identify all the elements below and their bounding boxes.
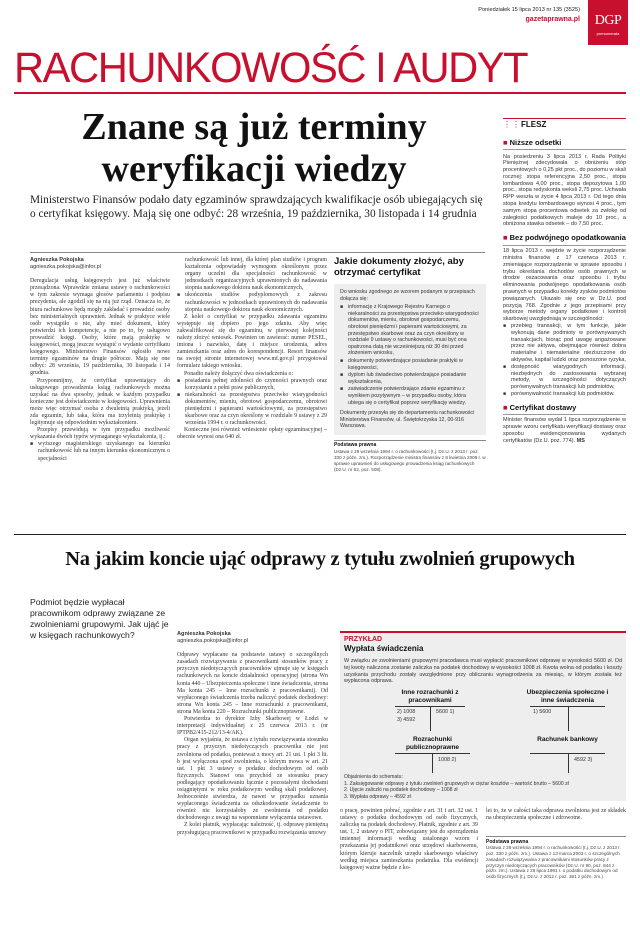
divider [503,149,626,150]
logo-text: DGP [594,13,622,28]
square-icon: ■ [503,138,508,147]
example-rule [340,631,626,633]
paragraph: Przepisy przewidują w tym przypadku możliwość wykazania dwóch typów wymaganego wykształcenia, tj.: [30,427,170,441]
article2-col2 [340,808,478,872]
divider [334,440,486,441]
article-separator [14,534,626,535]
sidebox-list [340,304,480,406]
t-account-line [568,753,569,773]
account-label: Ubezpieczenia społeczne i inne świadczenia [526,689,609,704]
t-account-line [432,753,433,773]
documents-sidebox [334,257,486,472]
section-title: RACHUNKOWOŚĆ I AUDYT [14,44,528,92]
flesz-heading-3: ■ Certyfikat dostawy [503,402,577,412]
paragraph: Odprawy wypłacane na podstawie ustawy o szczególnych zasadach rozwiązywania z pracownikami stosunków pracy z przyczyn niedotyczących pracowników ujmuje się w księgach rachunkowych na koncie działalności operacyjnej (strona Wn konta 440 – Ubezpieczenia społeczne i inne świadczenia, strona Ma konta 245 – Inne rozrachunki z pracownikami). Od wypłaconego świadczenia trzeba naliczyć podatek dochodowy: strona Wn konta 245 – Inne rozrachunki z pracownikami, strona Ma konta 220 – Rozrachunki publicznoprawne. [177,652,328,715]
article2-email[interactable]: agnieszka.pokojska@infor.pl [177,638,248,645]
flesz-bullet: ■ porównywalność transakcji lub podmiotów. [503,391,626,398]
paragraph: lei to, że w całości taka odprawa zwolniona jest ze składek na ubezpieczenia społeczne i zdrowotne. [486,808,626,822]
legal-title: Podstawa prawna [486,838,529,845]
paragraph: Z kolei płatnik, wypłacając należność, tj. odprawę pieniężną przysługującą pracownikowi w przypadku rozwiązania umowy [177,822,328,836]
sidebox-item: ■ dyplom lub świadectwo potwierdzające posiadanie wykształcenia, [340,372,480,385]
article2-lead: Podmiot będzie wypłacał pracownikom odprawy związane ze zwolnieniami grupowymi. Jak ująć je w księgach rachunkowych? [30,597,169,640]
t-entries: 2) 1008 3) 4592 [397,709,416,723]
legal-text: Ustawa z 29 września 1994 r. o rachunkowości (t.j. Dz.U. z 2013 r. poz. 330 z późn. zm.). Ustawa z 13 marca 2003 r. o szczególnych zasadach rozwiązywania z pracownikami stosunków pracy z przyczyn niedotyczących pracowników (Dz.U. nr 90, poz. 844 z późn. zm.). Ustawa z 26 lipca 1991 r. o podatku dochodowym od osób fizycznych (t.j. Dz.U. z 2012 r. poz. 361 z późn. zm.). [486,845,621,880]
paragraph: Organ wyjaśnia, że ustawa z tytułu rozwiązywania stosunku pracy z przyczyn niedotyczących pracownika nie jest zwolniona od podatku, ponieważ z mocy art. 21 ust. 1 pkt 3 lit. b jest wyłączona spod zwolnienia, o którym mowa w art. 21 ust. 1 pkt 3 ustawy o podatku dochodowym od osób fizycznych. Stanowi ona przychód ze stosunku pracy podlegający opodatkowaniu łącznie z pozostałymi dochodami osiągniętymi w roku podatkowym według skali podatkowej. Jednocześnie stwierdza, że nawet w przypadku uznania wypłaconego świadczenia za odszkodowanie świadczenie to również nie korzystałoby ze zwolnienia od podatku dochodowego z uwagi na wspomniane wyłączenia ustawowe. [177,737,328,822]
article1-col1 [30,257,170,463]
t-entries: 1008 2) [438,757,457,763]
header-date: Poniedziałek 15 lipca 2013 nr 135 (3525) [478,7,580,13]
bullet-item: ■ niekaralności za przestępstwa przeciwko wiarygodności dokumentów, mieniu, obrotowi gospodarczemu, obrotowi pieniędzmi i papierami wartościowymi, za przestępstwo skarbowe oraz za czyn określony w rozdziale 9 ustawy z 29 września 1994 r. o rachunkowości. [177,392,327,427]
bullet-item: ■ wyższego magisterskiego uzyskanego na kierunku rachunkowość lub na innym kierunku ekonomicznym o specjalności [30,441,170,462]
article2-col1 [177,631,328,837]
paragraph: Konieczne jest również wniesienie opłaty egzaminacyjnej – obecnie wynosi ona 640 zł. [177,427,327,441]
sidebox-item: ■ dokumenty potwierdzające posiadanie praktyki w księgowości, [340,358,480,371]
article1-lead: Ministerstwo Finansów podało daty egzaminów sprawdzających kwalifikacje osób ubiegających się o certyfikat księgowy. Mają się one odbyć: 28 września, 19 października, 30 listopada i 14 grudnia [30,194,483,220]
explanations [344,774,622,800]
article2-col3 [486,808,626,822]
square-icon: ■ [503,402,508,412]
t-account-line [568,706,569,731]
article2-legal [486,836,626,880]
t-entries: 4592 3) [574,757,593,763]
article1-email[interactable]: agnieszka.pokojska@infor.pl [30,264,101,271]
bullet-item: ■ ukończenia studiów podyplomowych z zakresu rachunkowości w jednostkach uprawnionych do nadawania stopnia naukowego doktora nauk ekonomicznych. [177,292,327,313]
paragraph: Potwierdza to dyrektor Izby Skarbowej w Łodzi w interpretacji indywidualnej z 25 czerwca 2013 r. (nr IPTPB2/415-212/13-4/AK). [177,716,328,737]
account-label: Rozrachunki publicznoprawne [405,736,460,751]
account-label: Rachunek bankowy [537,736,598,743]
sidebox-legal [334,442,486,472]
flesz-header [503,118,626,129]
flesz-heading-1: ■ Niższe odsetki [503,138,562,147]
t-entries: 1) 5600 [533,709,552,715]
bullet-item: ■ posiadaniu pełnej zdolności do czynności prawnych oraz korzystaniu z pełni praw publicznych, [177,378,327,392]
explanations-title: Objaśnienia do schematu: [344,774,403,780]
flesz-text-3: Minister finansów wydał 1 lipca rozporządzenie w sprawie wzoru certyfikatu weryfikacji dostawy oraz sposobu ewidencjonowania wydanych certyfikatów (Dz.U. poz. 774). MS [503,417,626,444]
paragraph: Ponadto należy dołączyć dwa oświadczenia o: [184,370,294,377]
article1-author: Agnieszka Pokojska [30,257,84,263]
explanation-item: 3. Wypłata odprawy – 4592 zł [344,793,411,800]
lead-divider [30,252,485,253]
t-account-line [430,706,431,731]
explanation-item: 2. Ujęcie zaliczki na podatek dochodowy – 1008 zł [344,787,458,794]
legal-box [486,839,626,881]
article2-author: Agnieszka Pokojska [177,631,231,637]
sidebox-title: Jakie dokumenty złożyć, aby otrzymać certyfikat [334,256,464,278]
legal-text: Ustawa z 29 września 1994 r. o rachunkowości (t.j. Dz.U. z 2013 r. poz. 330 z późn. zm.). Rozporządzenie ministra finansów z 8 kwietnia 2009 r. w sprawie uprawnień do usługowego prowadzenia ksiąg rachunkowych (Dz.U. nr 62, poz. 508). [334,449,486,472]
example-title: Wypłata świadczenia [344,644,424,653]
flesz-column [503,118,626,444]
t-entries: 5600 1) [436,709,455,715]
example-box [340,631,626,801]
sidebox-item: ■ zaświadczenie potwierdzające zdanie egzaminu z wynikiem pozytywnym – w przypadku osoby, która ubiega się o certyfikat poprzez weryfikację wiedzy. [340,386,480,406]
flesz-label: FLESZ [521,120,547,129]
section-rule [14,92,626,94]
flesz-text-1: Na posiedzeniu 3 lipca 2013 r. Rada Polityki Pieniężnej zdecydowała o obniżeniu stóp procentowych o 0,25 pkt proc., do poziomu w skali rocznej: stopa referencyjna 2,50 proc., stopa lombardowa 4,00 proc., stopa depozytowa 1,00 proc., stopa redyskonta weksli 2,75 proc. Uchwała RPP weszła w życie 4 lipca 2013 r. Od tego dnia stopa kredytu lombardowego wynosi 4 proc., tym samym stopa procentowa odsetek za zwłokę od zaległości podatkowych maleje do 10 proc., a obniżona stawka odsetek – do 7,50 proc. [503,153,626,228]
flesz-dots: ⋮⋮ [503,120,521,129]
logo-subtext: prenumerata [596,31,620,36]
divider [503,245,626,246]
article2-title: Na jakim koncie ująć odprawy z tytułu zwolnień grupowych [65,548,575,570]
flesz-bullet: ■ dostępność wiarygodnych informacji, niezbędnych do zastosowania wybranej metody, w szczególności dotyczących porównywalnych transakcji lub podmiotów, [503,364,626,391]
example-text: W związku ze zwolnieniami grupowymi pracodawca musi wypłacić pracownikowi odprawę w wysokości 5600 zł. Od tej kwoty naliczona zostanie zaliczka na podatek dochodowy w wysokości 1008 zł. Kwota wolna od podatku i koszty uzyskania przychodu zostały uwzględnione przy obliczaniu wynagrodzenia za miesiąc, w którym została też wypłacona odprawa. [344,658,622,685]
paragraph: Z kolei o certyfikat w przypadku zdawania egzaminu występuje się dopiero po jego zdaniu. Aby więc zakwalifikować się do egzaminu, w pierwszej kolejności należy złożyć wniosek. Powinien on zawierać: numer PESEL, imiona i nazwisko, datę i miejsce urodzenia, adres zamieszkania oraz adres do korespondencji. Resort finansów na swojej stronie internetowej www.mf.gov.pl przygotował formularz takiego wniosku. [177,313,327,370]
sidebox-outro: Dokumenty przesyła się do departamentu rachunkowości Ministerstwa Finansów, ul. Świętokrzyska 12, 00-916 Warszawa. [340,410,475,430]
sidebox-body [334,284,486,435]
sidebox-item: ■ informację z Krajowego Rejestru Karnego o niekaralności za przestępstwa przeciwko wiarygodności dokumentów, mieniu, obrotowi gospodarczemu, obrotowi pieniędzmi i papierami wartościowymi, za przestępstwo skarbowe oraz za czyn określony w rozdziale 9 ustawy o rachunkowości, musi być ona opatrzona datą nie wcześniejszą niż 30 dni przed złożeniem wniosku, [340,304,480,357]
header-site[interactable]: gazetaprawna.pl [525,16,580,23]
paragraph: o pracę, powinien pobrać, zgodnie z art. 31 i art. 32 ust. 1 ustawy o podatku dochodowym od osób fizycznych, zaliczkę na podatek dochodowy. Płatnik, zgodnie z art. 39 ust. 1, 2 ustawy o PIT, zobowiązany jest do sporządzenia imiennej informacji według ustalonego wzoru i przekazania jej podatnikowi oraz urzędowi skarbowemu, którym kieruje naczelnik urzędu skarbowego właściwy według miejsca zamieszkania podatnika. Dla ewidencji księgowej ważne będzie z ko- [340,808,478,871]
divider [486,836,626,837]
flesz-bullet: ■ przebieg transakcji, w tym funkcje, jakie wykonują dane podmioty w porównywanych transakcjach, biorąc pod uwagę angażowane przez nie aktywa, obejmujące również dobra materialne i niematerialne nieziszczone do aktywów, kapitał ludzki oraz ponoszone ryzyka, [503,323,626,364]
flesz-bullets [503,323,626,398]
flesz-heading-2: ■ Bez podwójnego opodatkowania [503,233,626,243]
sidebox-intro: Do wniosku zgodnego ze wzorem podanym w przepisach dołącza się: [340,289,475,302]
example-label: PRZYKŁAD [344,636,383,643]
account-label: Inne rozrachunki z pracownikami [401,689,459,704]
divider [503,414,626,415]
article1-title-line2: weryfikacji wiedzy [101,148,407,190]
signature: MS [576,437,585,444]
article1-title [14,106,494,190]
explanation-item: 1. Zaksięgowanie odprawy z tytułu zwolnień grupowych w ciężar kosztów – wartość brutto – 5600 zł [344,780,569,787]
dgp-logo [588,0,628,45]
article1-col2 [177,257,327,441]
paragraph: Deregulacja usług księgowych jest już właściwie przesądzona. Wprawdzie zmiana ustawy o rachunkowości w tym zakresie wymaga głosów parlamentu i podpisu prezydenta, ale zgodził się na nią już rząd. Oznacza to, że biura rachunkowe będą mogły zakładać i prowadzić osoby bez ministerialnych uprawnień. Jednak w praktyce wiele osób wystąpiło o nie, aby mieć dokument, który potwierdzi ich kompetencje, a nie po to, by usługowo prowadzić księgi. Osoby, które mają praktykę w księgowości, mogą jeszcze wystąpić o wydanie certyfikatu księgowego. Ministerstwo Finansów ogłosiło nowe terminy egzaminów na drugie półrocze. Mają się one odbyć: 28 września, 19 października, 30 listopada i 14 grudnia. [30,278,170,377]
paragraph: Przypomnijmy, że certyfikat uprawniający do usługowego prowadzenia ksiąg rachunkowych można uzyskać na dwa sposoby, jednak w każdym przypadku konieczne jest doświadczenie w księgowości. Uprawnienia może więc otrzymać osoba z dwuletnią praktyką, jeżeli zda egzamin, lub taka, która ma trzyletnią praktykę i legitymuje się odpowiednim wykształceniem. [30,377,170,427]
flesz-text-2: 18 lipca 2013 r. wejdzie w życie rozporządzenie ministra finansów z 17 czerwca 2013 r. zmieniające rozporządzenie w sprawie sposobu i trybu określania dochodów osób prawnych w drodze oszacowania oraz sposobu i trybu eliminowania podwójnego opodatkowania osób prawnych w przypadku korekty zysków podmiotów powiązanych. Ukazało się ono w Dz.U. pod pozycją 768. Zgodnie z jego przepisami przy wyborze metody organy podatkowe i kontroli skarbowej uwzględniają w szczególności: [503,248,626,323]
legal-title: Podstawa prawna [334,442,377,449]
paragraph: rachunkowość lub innej, dla której plan studiów i program kształcenia odpowiadały wymogom określonym przez organy uczelni dla specjalności rachunkowość w jednostkach organizacyjnych uprawnionych do nadawania stopnia naukowego doktora nauk ekonomicznych, [185,257,327,292]
article1-title-line1: Znane są już terminy [81,106,427,148]
square-icon: ■ [503,233,508,243]
